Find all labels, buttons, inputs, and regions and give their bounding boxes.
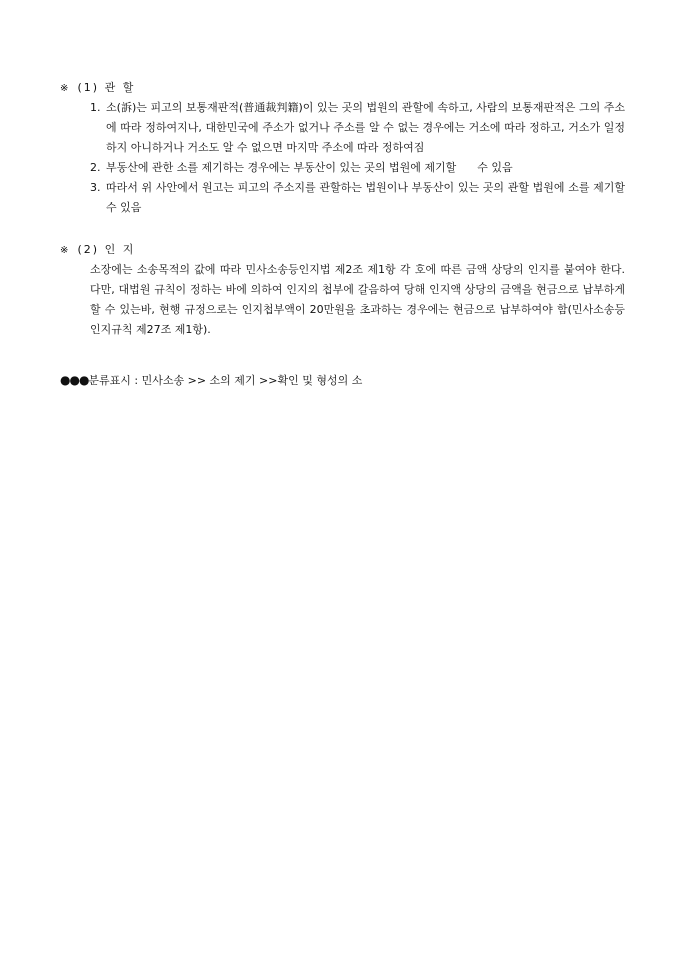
section-title: (2) 인 지 <box>77 243 136 256</box>
list-item <box>90 178 625 218</box>
classification-line <box>60 370 625 390</box>
list-item-text: 부동산에 관한 소를 제기하는 경우에는 부동산이 있는 곳의 법원에 제기할 수 있음 <box>106 161 513 174</box>
numbered-list <box>60 98 625 218</box>
spacer <box>60 218 625 240</box>
bullet-dots-icon: ●●● <box>60 373 89 387</box>
section-title: (1) 관 할 <box>77 81 136 94</box>
list-item-number: 3. <box>90 181 101 194</box>
section-stamp-duty <box>60 240 625 340</box>
list-item-number: 1. <box>90 101 101 114</box>
section-heading <box>60 240 625 260</box>
reference-mark-icon: ※ <box>60 245 69 256</box>
section-jurisdiction <box>60 78 625 218</box>
document-page <box>60 78 625 390</box>
list-item <box>90 158 625 178</box>
list-item <box>90 98 625 158</box>
list-item-text: 따라서 위 사안에서 원고는 피고의 주소지를 관할하는 법원이나 부동산이 있는 곳의 관할 법원에 소를 제기할 수 있음 <box>106 181 625 214</box>
reference-mark-icon: ※ <box>60 83 69 94</box>
section-heading <box>60 78 625 98</box>
list-item-text: 소(訴)는 피고의 보통재판적(普通裁判籍)이 있는 곳의 법원의 관할에 속하고, 사람의 보통재판적은 그의 주소에 따라 정하여지나, 대한민국에 주소가 없거나 주소를 알 수 없는 경우에는 거소에 따라 정하고, 거소가 일정하지 아니하거나 거소도 알 수 없으면 마지막 주소에 따라 정하여짐 <box>106 101 625 154</box>
classification-text: 분류표시 : 민사소송 >> 소의 제기 >>확인 및 형성의 소 <box>88 374 363 387</box>
list-item-number: 2. <box>90 161 101 174</box>
section-paragraph: 소장에는 소송목적의 값에 따라 민사소송등인지법 제2조 제1항 각 호에 따른 금액 상당의 인지를 붙여야 한다. 다만, 대법원 규칙이 정하는 바에 의하여 인지의 첩부에 갈음하여 당해 인지액 상당의 금액을 현금으로 납부하게 할 수 있는바, 현행 규정으로는 인지첩부액이 20만원을 초과하는 경우에는 현금으로 납부하여야 함(민사소송등인지규칙 제27조 제1항). <box>90 263 625 336</box>
spacer <box>60 340 625 370</box>
